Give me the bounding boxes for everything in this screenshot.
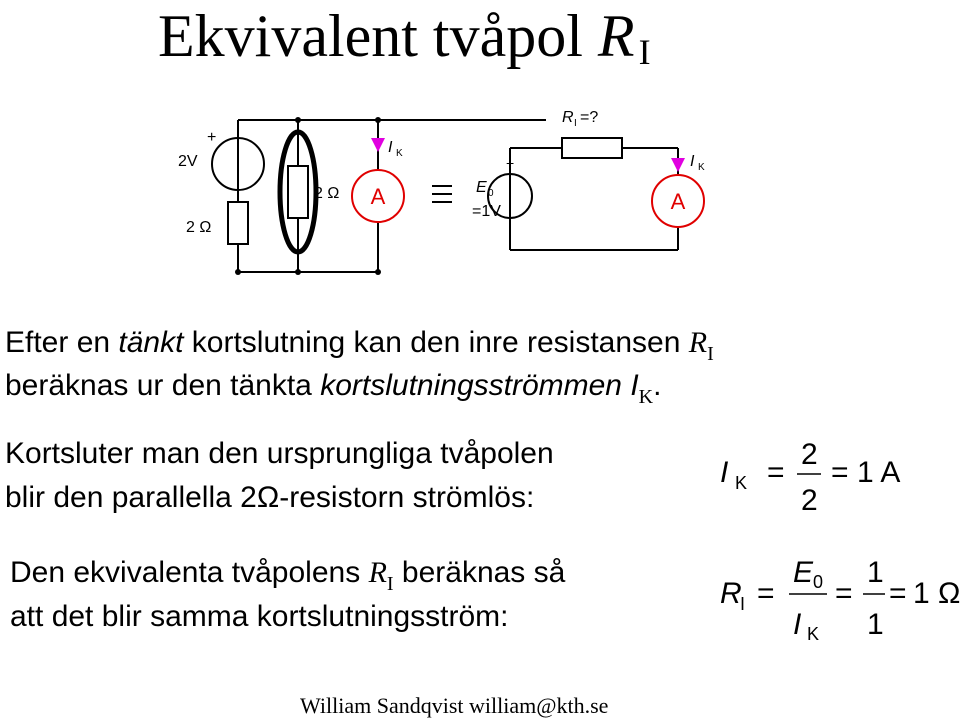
- current-label-right: I: [690, 153, 695, 170]
- para3-text-a: Den ekvivalenta tvåpolens: [10, 556, 369, 589]
- e0-sub: 0: [488, 188, 494, 199]
- para1-text-b: kortslutning kan den inre resistansen: [183, 326, 689, 359]
- para1-line2-subscript: K: [638, 386, 654, 408]
- para1-line2-end: .: [653, 369, 662, 402]
- para3-line1: [10, 555, 565, 602]
- internal-resistor-symbol: [562, 138, 622, 158]
- e0-value: =1V: [472, 203, 501, 220]
- para3-subscript: I: [386, 573, 394, 595]
- equivalence-symbol: [432, 186, 452, 202]
- formula2-num: E: [793, 556, 814, 589]
- current-sub-left: K: [396, 148, 403, 159]
- title-text: Ekvivalent tvåpol: [158, 3, 598, 69]
- current-arrow-left-icon: [371, 138, 385, 152]
- formula1-lhs-sub: K: [735, 473, 748, 493]
- para1-subscript: I: [707, 343, 714, 365]
- formula2-eq1: =: [757, 577, 775, 610]
- formula1-eq2: =: [831, 456, 849, 489]
- e0-label: E: [476, 179, 487, 196]
- para1-line2: [5, 368, 661, 415]
- para3-line2: att det blir samma kortslutningsström:: [10, 600, 509, 633]
- para1-text-a: Efter en: [5, 326, 119, 359]
- ammeter-left-label: A: [370, 184, 386, 209]
- formula2-result: 1 Ω: [913, 577, 960, 610]
- formula2-den2: 1: [867, 608, 884, 641]
- formula2-den-sub: K: [807, 624, 820, 644]
- series-resistor-symbol: [228, 202, 248, 244]
- formula2-lhs: R: [720, 577, 742, 610]
- formula-resistance: [715, 548, 960, 658]
- current-arrow-right-icon: [671, 158, 685, 172]
- page-title: [158, 0, 651, 88]
- formula2-num2: 1: [867, 556, 884, 589]
- parallel-resistor-label: 2 Ω: [314, 185, 340, 202]
- ri-sub: I: [574, 118, 577, 129]
- title-variable: R: [597, 3, 635, 69]
- e0-plus-label: +: [506, 155, 515, 171]
- para3-variable: R: [368, 556, 387, 589]
- ri-label: R: [562, 109, 574, 126]
- formula1-lhs: I: [720, 456, 729, 489]
- formula1-den: 2: [801, 484, 818, 517]
- para1-line2-italic: kortslutningsströmmen I: [320, 369, 639, 402]
- para2-line2: blir den parallella 2Ω-resistorn strömlös:: [5, 481, 535, 514]
- source-plus-label: +: [207, 129, 217, 146]
- formula1-result: 1 A: [857, 456, 901, 489]
- current-label-left: I: [388, 139, 393, 156]
- ammeter-right-label: A: [670, 189, 686, 214]
- para3-text-b: beräknas så: [393, 556, 566, 589]
- title-subscript: I: [638, 32, 651, 72]
- ri-query: =?: [580, 109, 599, 126]
- current-sub-right: K: [698, 162, 705, 173]
- formula2-eq3: =: [889, 577, 907, 610]
- source-value-label: 2V: [178, 153, 198, 170]
- formula1-num: 2: [801, 438, 818, 471]
- formula2-num-sub: 0: [813, 572, 824, 592]
- para1-italic: tänkt: [118, 326, 184, 359]
- footer: William Sandqvist william@kth.se: [300, 693, 609, 718]
- formula2-den: I: [793, 608, 802, 641]
- circuit-diagram: [170, 100, 730, 280]
- para1-line1: [5, 325, 714, 372]
- formula2-lhs-sub: I: [740, 594, 746, 614]
- para1-line2-text: beräknas ur den tänkta: [5, 369, 321, 402]
- formula1-eq1: =: [767, 456, 785, 489]
- series-resistor-label: 2 Ω: [186, 219, 212, 236]
- formula-current: [715, 432, 915, 522]
- para1-variable: R: [688, 326, 708, 359]
- formula2-eq2: =: [835, 577, 853, 610]
- parallel-resistor-symbol: [288, 166, 308, 218]
- para2-line1: Kortsluter man den ursprungliga tvåpolen: [5, 437, 554, 470]
